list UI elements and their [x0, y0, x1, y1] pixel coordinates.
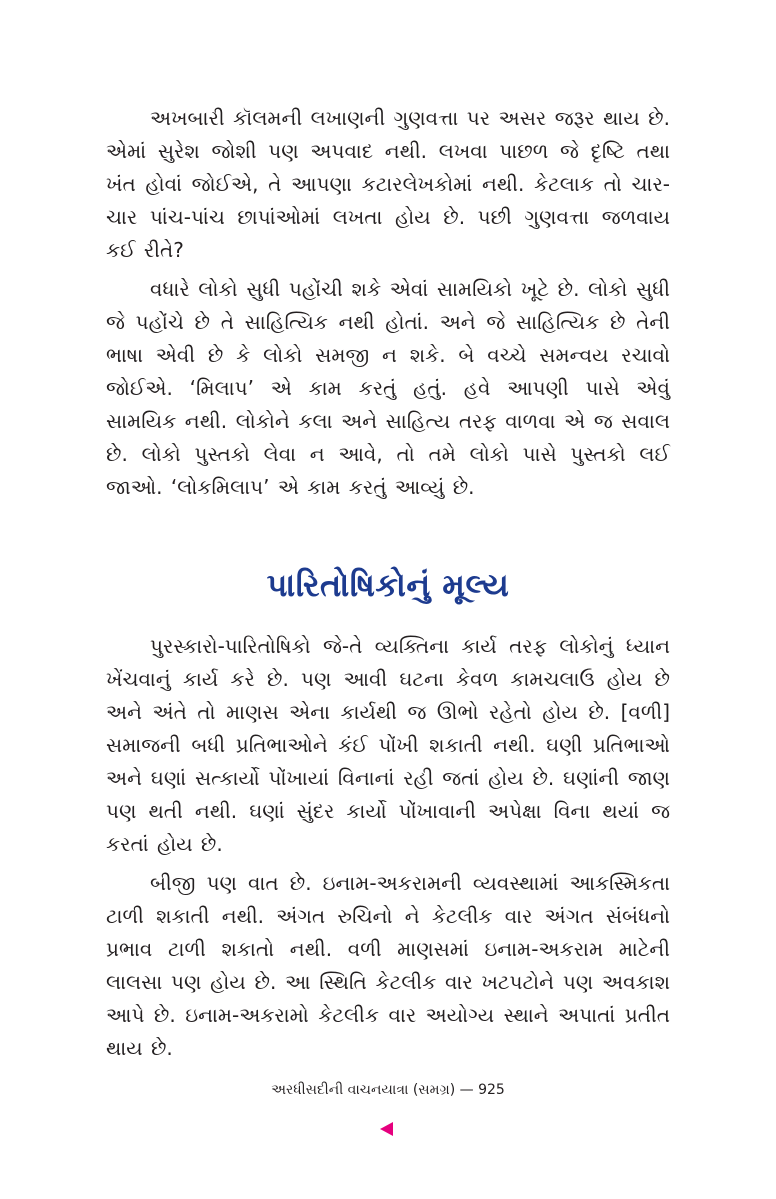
paragraph: બીજી પણ વાત છે. ઇનામ-અકરામની વ્યવસ્થામાં આકસ્મિકતા ટાળી શકાતી નથી. અંગત રુચિનો ને કેટલીક વાર અંગત સંબંધનો પ્રભાવ ટાળી શકાતો નથી. વળી માણસમાં ઇનામ-અકરામ માટેની લાલસા પણ હોય છે. આ સ્થિતિ કેટલીક વાર ખટપટોને પણ અવકાશ આપે છે. ઇનામ-અકરામો કેટલીક વાર અયોગ્ય સ્થાને અપાતાં પ્રતીત થાય છે.: [106, 871, 670, 1060]
section-awards-text: [106, 630, 670, 1065]
section-intro-text: [106, 102, 670, 504]
section-heading: પારિતોષિકોનું મૂલ્ય: [266, 566, 510, 604]
previous-page-arrow-icon[interactable]: [380, 1122, 393, 1136]
paragraph: અખબારી કૉલમની લખાણની ગુણવત્તા પર અસર જરૂર થાય છે. એમાં સુરેશ જોશી પણ અપવાદ નથી. લખવા પાછળ જે દૃષ્ટિ તથા ખંત હોવાં જોઈએ, તે આપણા કટારલેખકોમાં નથી. કેટલાક તો ચાર-ચાર પાંચ-પાંચ છાપાંઓમાં લખતા હોય છે. પછી ગુણવત્તા જળવાય કઈ રીતે?: [106, 106, 670, 262]
page-footer: અરધીસદીની વાચનયાત્રા (સમગ્ર) — 925: [271, 1082, 505, 1098]
paragraph: વધારે લોકો સુધી પહોંચી શકે એવાં સામયિકો ખૂટે છે. લોકો સુધી જે પહોંચે છે તે સાહિત્યિક નથી હોતાં. અને જે સાહિત્યિક છે તેની ભાષા એવી છે કે લોકો સમજી ન શકે. બે વચ્ચે સમન્વય રચાવો જોઈએ. ‘મિલાપ’ એ કામ કરતું હતું. હવે આપણી પાસે એવું સામયિક નથી. લોકોને કલા અને સાહિત્ય તરફ વાળવા એ જ સવાલ છે. લોકો પુસ્તકો લેવા ન આવે, તો તમે લોકો પાસે પુસ્તકો લઈ જાઓ. ‘લોકમિલાપ’ એ કામ કરતું આવ્યું છે.: [106, 277, 670, 499]
paragraph: પુરસ્કારો-પારિતોષિકો જે-તે વ્યક્તિના કાર્ય તરફ લોકોનું ધ્યાન ખેંચવાનું કાર્ય કરે છે. પણ આવી ઘટના કેવળ કામચલાઉ હોય છે અને અંતે તો માણસ એના કાર્યથી જ ઊભો રહેતો હોય છે. [વળી] સમાજની બધી પ્રતિભાઓને કંઈ પોંખી શકાતી નથી. ઘણી પ્રતિભાઓ અને ઘણાં સત્કાર્યો પોંખાયાં વિનાનાં રહી જતાં હોય છે. ઘણાંની જાણ પણ થતી નથી. ઘણાં સુંદર કાર્યો પોંખાવાની અપેક્ષા વિના થયાં જ કરતાં હોય છે.: [106, 634, 670, 856]
